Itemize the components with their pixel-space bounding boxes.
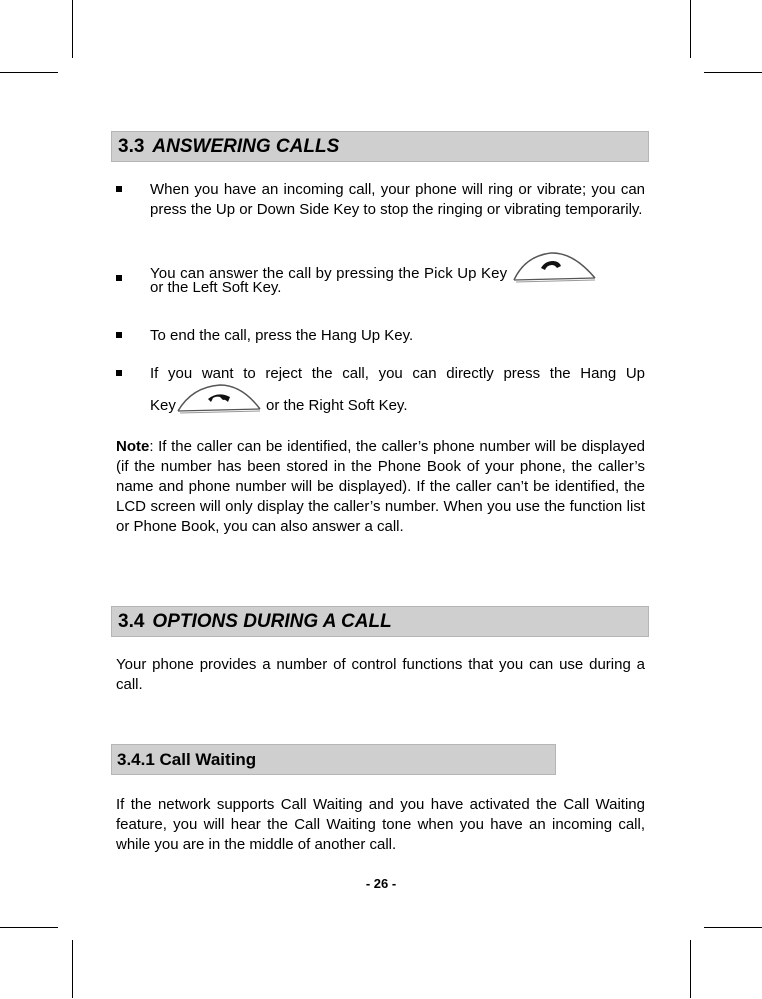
crop-mark bbox=[704, 72, 762, 73]
bullet-square-icon bbox=[116, 275, 122, 281]
options-paragraph: Your phone provides a number of control functions that you can use during a call. bbox=[116, 656, 645, 693]
crop-mark bbox=[704, 927, 762, 928]
bullet-item bbox=[116, 326, 645, 346]
bullet-square-icon bbox=[116, 186, 122, 192]
section-number: 3.4 bbox=[118, 611, 145, 632]
section-title: ANSWERING CALLS bbox=[152, 136, 340, 157]
bullet-text-continued: or the Right Soft Key. bbox=[266, 397, 408, 414]
note-text: : If the caller can be identified, the caller’s phone number will be displayed (if the number has been stored in the Phone Book of your phone, the caller’s name and phone number will be displayed). If the caller can’t be identified, the LCD screen will only display the caller’s number. When you use the function list or Phone Book, you can also answer a call. bbox=[116, 438, 645, 535]
bullet-text-continued: or the Left Soft Key. bbox=[150, 279, 282, 297]
crop-mark bbox=[0, 927, 58, 928]
crop-mark bbox=[690, 0, 691, 58]
bullet-square-icon bbox=[116, 332, 122, 338]
bullet-text: When you have an incoming call, your phone will ring or vibrate; you can press the Up or Down Side Key to stop the ringing or vibrating temporarily. bbox=[150, 181, 645, 218]
page-number: - 26 - bbox=[365, 876, 397, 891]
bullet-text: You can answer the call by pressing the Pick Up Key bbox=[150, 265, 508, 282]
bullet-text: If you want to reject the call, you can directly press the Hang Up bbox=[150, 365, 645, 382]
crop-mark bbox=[72, 940, 73, 998]
section-title: OPTIONS DURING A CALL bbox=[152, 611, 392, 632]
subsection-heading-call-waiting: 3.4.1 Call Waiting bbox=[111, 744, 556, 775]
bullet-item bbox=[116, 264, 645, 298]
hang-up-key-icon bbox=[176, 383, 262, 415]
section-heading-answering-calls bbox=[111, 131, 649, 162]
bullet-item bbox=[116, 364, 645, 416]
section-number: 3.3 bbox=[118, 136, 145, 157]
call-waiting-paragraph: If the network supports Call Waiting and you have activated the Call Waiting feature, you will hear the Call Waiting tone when you have an incoming call, while you are in the middle of another call. bbox=[116, 796, 645, 853]
note-label: Note bbox=[116, 438, 150, 455]
crop-mark bbox=[690, 940, 691, 998]
bullet-text-key: Key bbox=[150, 397, 176, 414]
bullet-item bbox=[116, 180, 645, 220]
section-heading-options-during-call bbox=[111, 606, 649, 637]
crop-mark bbox=[0, 72, 58, 73]
pick-up-key-icon bbox=[511, 250, 597, 284]
note-paragraph bbox=[116, 437, 645, 537]
bullet-text: To end the call, press the Hang Up Key. bbox=[150, 327, 414, 344]
bullet-square-icon bbox=[116, 370, 122, 376]
crop-mark bbox=[72, 0, 73, 58]
